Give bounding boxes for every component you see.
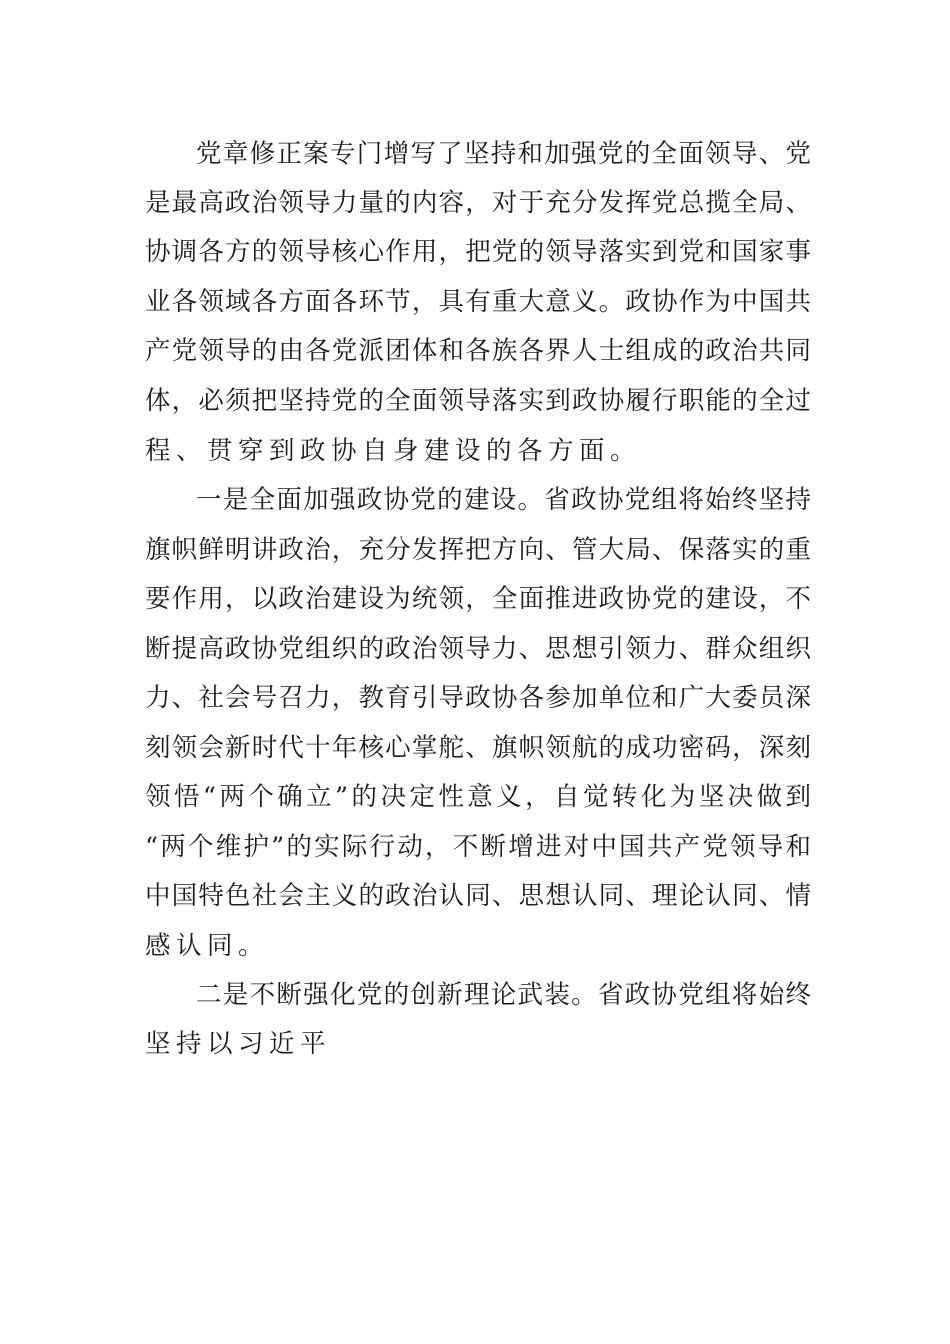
paragraph-1-line-2: 是最高政治领导力量的内容，对于充分发挥党总揽全局、 — [145, 188, 811, 218]
paragraph-1-line-7: 程、贯穿到政协自身建设的各方面。 — [145, 436, 642, 466]
paragraph-2-line-6: 刻领会新时代十年核心掌舵、旗帜领航的成功密码，深刻 — [145, 733, 811, 763]
paragraph-1-line-6: 体，必须把坚持党的全面领导落实到政协履行职能的全过 — [145, 386, 811, 416]
paragraph-2-line-1: 一是全面加强政协党的建设。省政协党组将始终坚持 — [196, 485, 811, 515]
paragraph-2-line-7: 领悟“两个确立”的决定性意义，自觉转化为坚决做到 — [145, 782, 811, 812]
paragraph-1-line-5: 产党领导的由各党派团体和各族各界人士组成的政治共同 — [145, 336, 811, 366]
paragraph-3-line-1: 二是不断强化党的创新理论武装。省政协党组将始终 — [196, 980, 811, 1010]
paragraph-2-line-4: 断提高政协党组织的政治领导力、思想引领力、群众组织 — [145, 634, 811, 664]
paragraph-1-line-1: 党章修正案专门增写了坚持和加强党的全面领导、党 — [196, 139, 811, 169]
paragraph-2-line-10: 感认同。 — [145, 931, 270, 961]
paragraph-3-line-2: 坚持以习近平 — [145, 1029, 332, 1059]
paragraph-2-line-8: “两个维护”的实际行动，不断增进对中国共产党领导和 — [145, 832, 811, 862]
paragraph-2-line-5: 力、社会号召力，教育引导政协各参加单位和广大委员深 — [145, 683, 811, 713]
paragraph-2-line-2: 旗帜鲜明讲政治，充分发挥把方向、管大局、保落实的重 — [145, 535, 811, 565]
paragraph-1-line-4: 业各领域各方面各环节，具有重大意义。政协作为中国共 — [145, 287, 811, 317]
paragraph-2-line-9: 中国特色社会主义的政治认同、思想认同、理论认同、情 — [145, 881, 811, 911]
paragraph-1-line-3: 协调各方的领导核心作用，把党的领导落实到党和国家事 — [145, 237, 811, 267]
paragraph-2-line-3: 要作用，以政治建设为统领，全面推进政协党的建设，不 — [145, 584, 811, 614]
